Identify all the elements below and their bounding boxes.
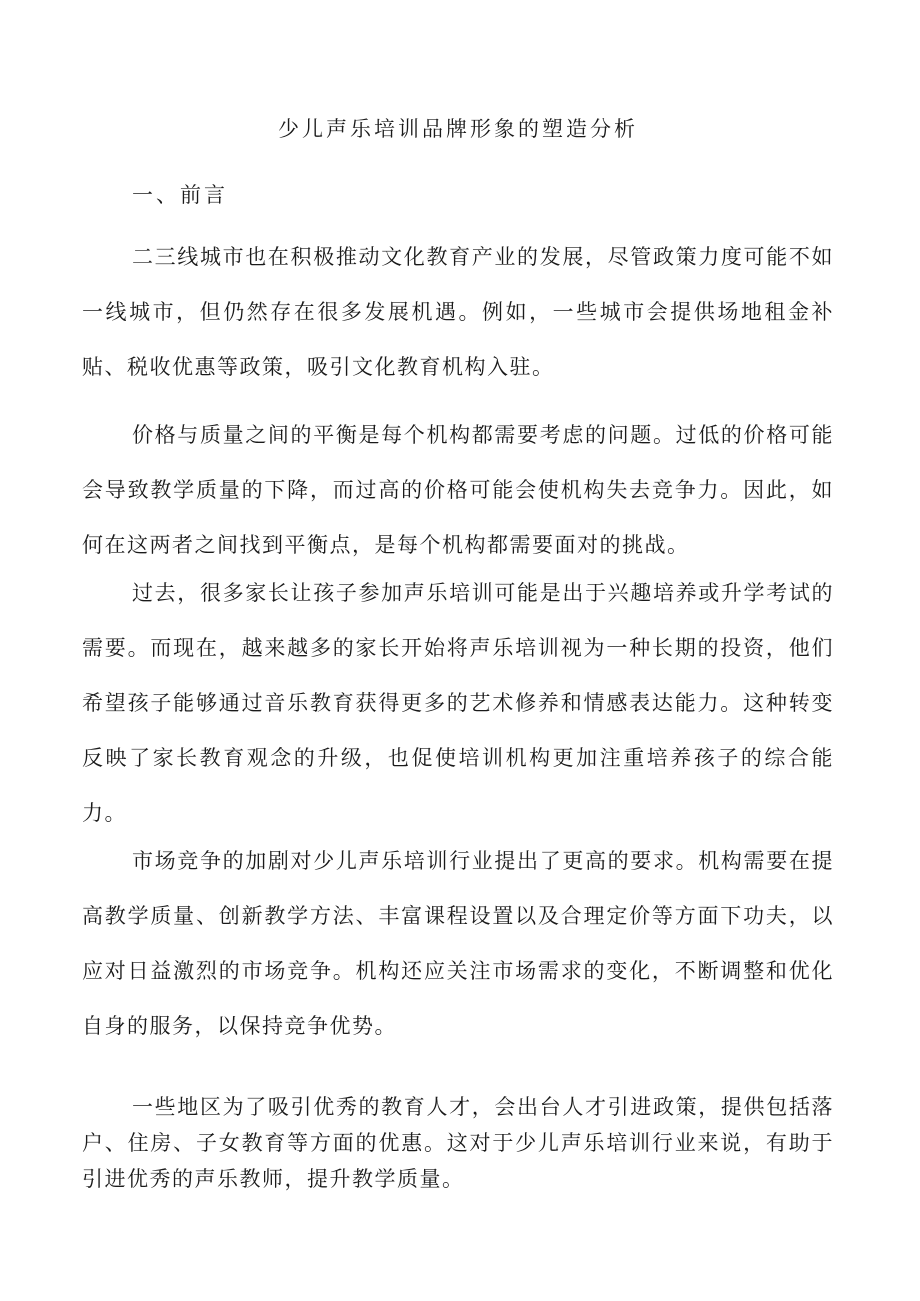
section-heading: 一、前言 — [132, 183, 228, 207]
paragraph: 市场竞争的加剧对少儿声乐培训行业提出了更高的要求。机构需要在提高教学质量、创新教学方法、丰富课程设置以及合理定价等方面下功夫，以应对日益激烈的市场竞争。机构还应关注市场需求的变化，不断调整和优化自身的服务，以保持竞争优势。 — [82, 849, 834, 1038]
paragraph: 二三线城市也在积极推动文化教育产业的发展，尽管政策力度可能不如一线城市，但仍然存在很多发展机遇。例如，一些城市会提供场地租金补贴、税收优惠等政策，吸引文化教育机构入驻。 — [82, 245, 834, 379]
paragraph: 一些地区为了吸引优秀的教育人才，会出台人才引进政策，提供包括落户、住房、子女教育等方面的优惠。这对于少儿声乐培训行业来说，有助于引进优秀的声乐教师，提升教学质量。 — [82, 1095, 834, 1191]
paragraph: 过去，很多家长让孩子参加声乐培训可能是出于兴趣培养或升学考试的需要。而现在，越来越多的家长开始将声乐培训视为一种长期的投资，他们希望孩子能够通过音乐教育获得更多的艺术修养和情感表达能力。这种转变反映了家长教育观念的升级，也促使培训机构更加注重培养孩子的综合能力。 — [82, 581, 834, 825]
paragraph: 价格与质量之间的平衡是每个机构都需要考虑的问题。过低的价格可能会导致教学质量的下降，而过高的价格可能会使机构失去竞争力。因此，如何在这两者之间找到平衡点，是每个机构都需要面对的挑战。 — [82, 423, 834, 557]
document-title: 少儿声乐培训品牌形象的塑造分析 — [278, 117, 638, 141]
